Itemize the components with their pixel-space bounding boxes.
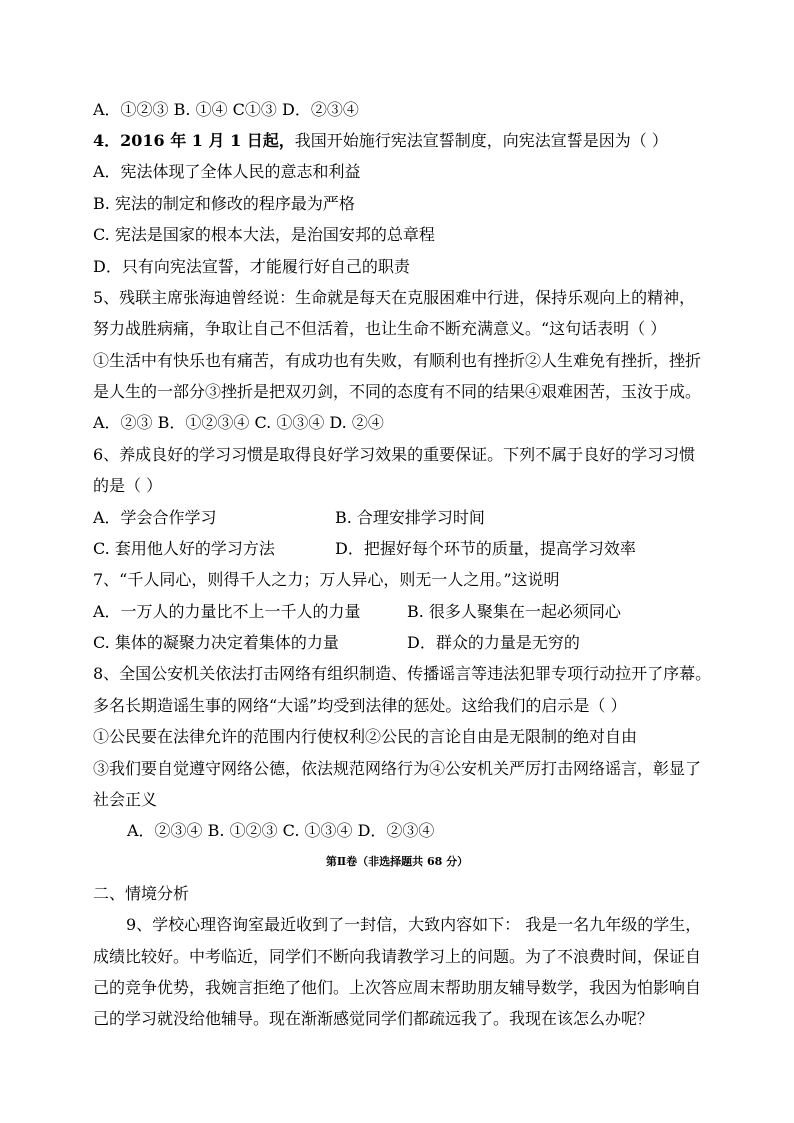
q4-stem-number: 4．2016 年 1 月 1 日起，: [93, 131, 295, 150]
q8-stem-line-1: 8、全国公安机关依法打击网络有组织制造、传播谣言等违法犯罪专项行动拉开了序幕。: [93, 664, 712, 683]
q6-option-c: C. 套用他人好的学习方法: [93, 539, 275, 558]
q5-stem-line-1: 5、残联主席张海迪曾经说：生命就是每天在克服困难中行进，保持乐观向上的精神，: [93, 288, 696, 307]
q8-stem-line-5: 社会正义: [93, 790, 158, 809]
q4-option-d: D．只有向宪法宣誓，才能履行好自己的职责: [93, 257, 410, 276]
q7-option-a: A．一万人的力量比不上一千人的力量: [93, 602, 361, 621]
q7-option-d: D．群众的力量是无穷的: [407, 633, 580, 652]
q5-options: A．②③ B．①②③④ C. ①③④ D. ②④: [93, 413, 384, 432]
q3-options: A．①②③ B. ①④ C①③ D．②③④: [93, 100, 359, 119]
part-2-heading: 二、情境分析: [93, 884, 190, 903]
section-2-title: 第Ⅱ卷（非选择题共 68 分）: [325, 855, 469, 868]
q9-text-line-4: 己的学习就没给他辅导。现在渐渐感觉同学们都疏远我了。我现在该怎么办呢？: [93, 1009, 654, 1028]
q9-text-line-1: 9、学校心理咨询室最近收到了一封信，大致内容如下： 我是一名九年级的学生，: [126, 915, 702, 934]
q5-stem-line-4: 是人生的一部分③挫折是把双刃剑，不同的态度有不同的结果④艰难困苦，玉汝于成。: [93, 382, 702, 401]
q7-option-b: B. 很多人聚集在一起必须同心: [407, 602, 621, 621]
q9-text-line-2: 成绩比较好。中考临近，同学们不断向我请教学习上的问题。为了不浪费时间，保证自: [93, 947, 702, 966]
q5-stem-line-3: ①生活中有快乐也有痛苦，有成功也有失败，有顺利也有挫折②人生难免有挫折，挫折: [93, 351, 702, 370]
q6-stem-line-1: 6、养成良好的学习习惯是取得良好学习效果的重要保证。下列不属于良好的学习习惯: [93, 445, 696, 464]
q4-stem-text: 我国开始施行宪法宣誓制度，向宪法宣誓是因为（ ）: [294, 131, 668, 150]
q6-stem-line-2: 的是（ ）: [93, 476, 163, 495]
q6-option-b: B. 合理安排学习时间: [335, 508, 485, 527]
q8-options: A．②③④ B. ①②③ C. ①③④ D．②③④: [127, 821, 435, 840]
q8-stem-line-3: ①公民要在法律允许的范围内行使权利②公民的言论自由是无限制的绝对自由: [93, 727, 638, 746]
q6-option-d: D．把握好每个环节的质量，提高学习效率: [335, 539, 636, 558]
q4-stem: [93, 129, 668, 153]
q4-option-b: B. 宪法的制定和修改的程序最为严格: [93, 194, 355, 213]
q7-option-c: C. 集体的凝聚力决定着集体的力量: [93, 633, 339, 652]
q9-text-line-3: 己的竞争优势，我婉言拒绝了他们。上次答应周末帮助朋友辅导数学，我因为怕影响自: [93, 978, 702, 997]
q8-stem-line-2: 多名长期造谣生事的网络“大谣”均受到法律的惩处。这给我们的启示是（ ）: [93, 696, 627, 715]
q4-option-a: A．宪法体现了全体人民的意志和利益: [93, 162, 361, 181]
q6-option-a: A．学会合作学习: [93, 508, 217, 527]
q5-stem-line-2: 努力战胜病痛，争取让自己不但活着，也让生命不断充满意义。“这句话表明（ ）: [93, 319, 667, 338]
q7-stem: 7、“千人同心，则得千人之力；万人异心，则无一人之用。”这说明: [93, 570, 560, 589]
q8-stem-line-4: ③我们要自觉遵守网络公德，依法规范网络行为④公安机关严厉打击网络谣言，彰显了: [93, 759, 702, 778]
q4-option-c: C. 宪法是国家的根本大法，是治国安邦的总章程: [93, 225, 435, 244]
